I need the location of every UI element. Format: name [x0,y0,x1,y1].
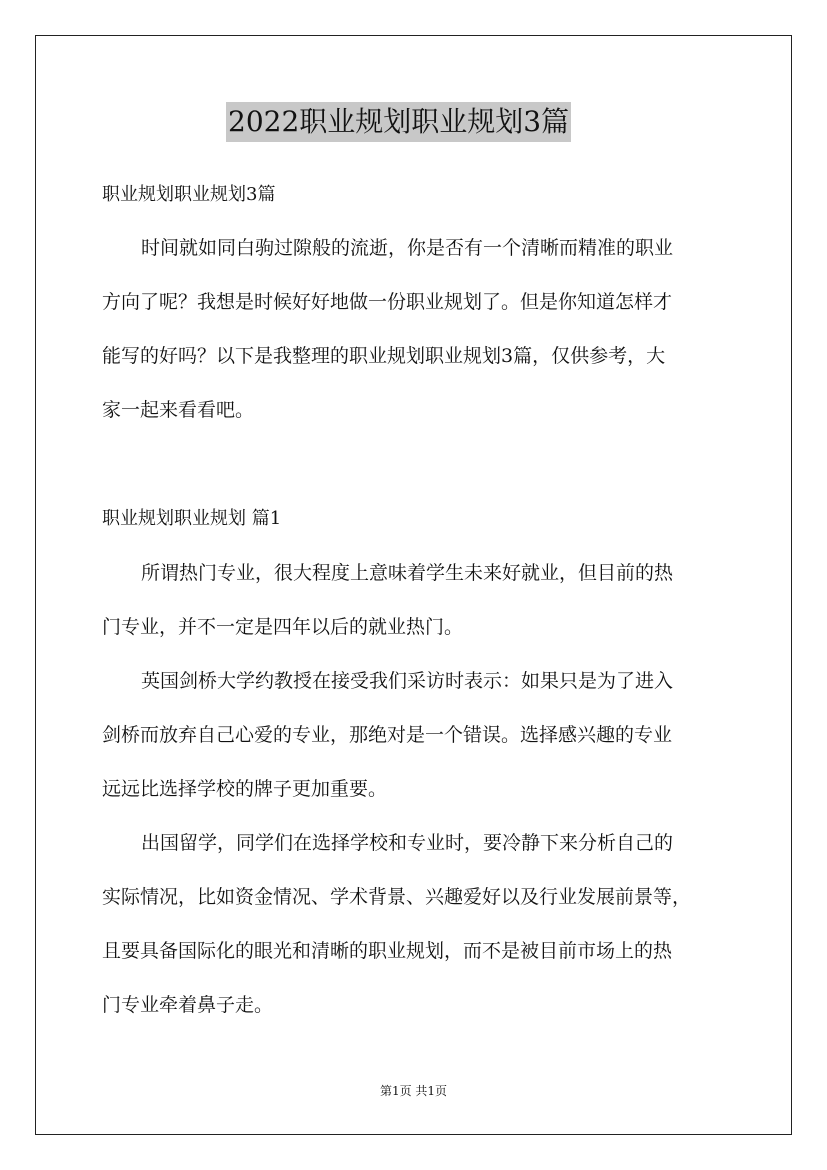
document-title: 2022职业规划职业规划3篇 [226,102,571,142]
intro-line-4: 家一起来看看吧。 [102,399,255,421]
intro-line-2: 方向了呢？我想是时候好好地做一份职业规划了。但是你知道怎样才 [102,291,673,313]
section-line-4: 剑桥而放弃自己心爱的专业，那绝对是一个错误。选择感兴趣的专业 [102,724,673,746]
section-heading: 职业规划职业规划 篇1 [102,508,282,529]
page-footer: 第1页 共1页 [379,1084,448,1098]
section-line-8: 且要具备国际化的眼光和清晰的职业规划，而不是被目前市场上的热 [102,940,673,962]
section-line-1: 所谓热门专业，很大程度上意味着学生未来好就业，但目前的热 [141,562,674,584]
intro-line-1: 时间就如同白驹过隙般的流逝，你是否有一个清晰而精准的职业 [141,237,674,259]
section-line-3: 英国剑桥大学约教授在接受我们采访时表示：如果只是为了进入 [141,670,674,692]
section-line-2: 门专业，并不一定是四年以后的就业热门。 [102,616,464,638]
section-line-6: 出国留学，同学们在选择学校和专业时，要冷静下来分析自己的 [141,832,674,854]
section-line-5: 远远比选择学校的牌子更加重要。 [102,778,388,800]
section-line-7: 实际情况，比如资金情况、学术背景、兴趣爱好以及行业发展前景等， [102,886,692,908]
section-line-9: 门专业牵着鼻子走。 [102,994,274,1016]
intro-line-3: 能写的好吗？以下是我整理的职业规划职业规划3篇，仅供参考，大 [102,345,666,367]
document-subtitle: 职业规划职业规划3篇 [102,184,276,205]
